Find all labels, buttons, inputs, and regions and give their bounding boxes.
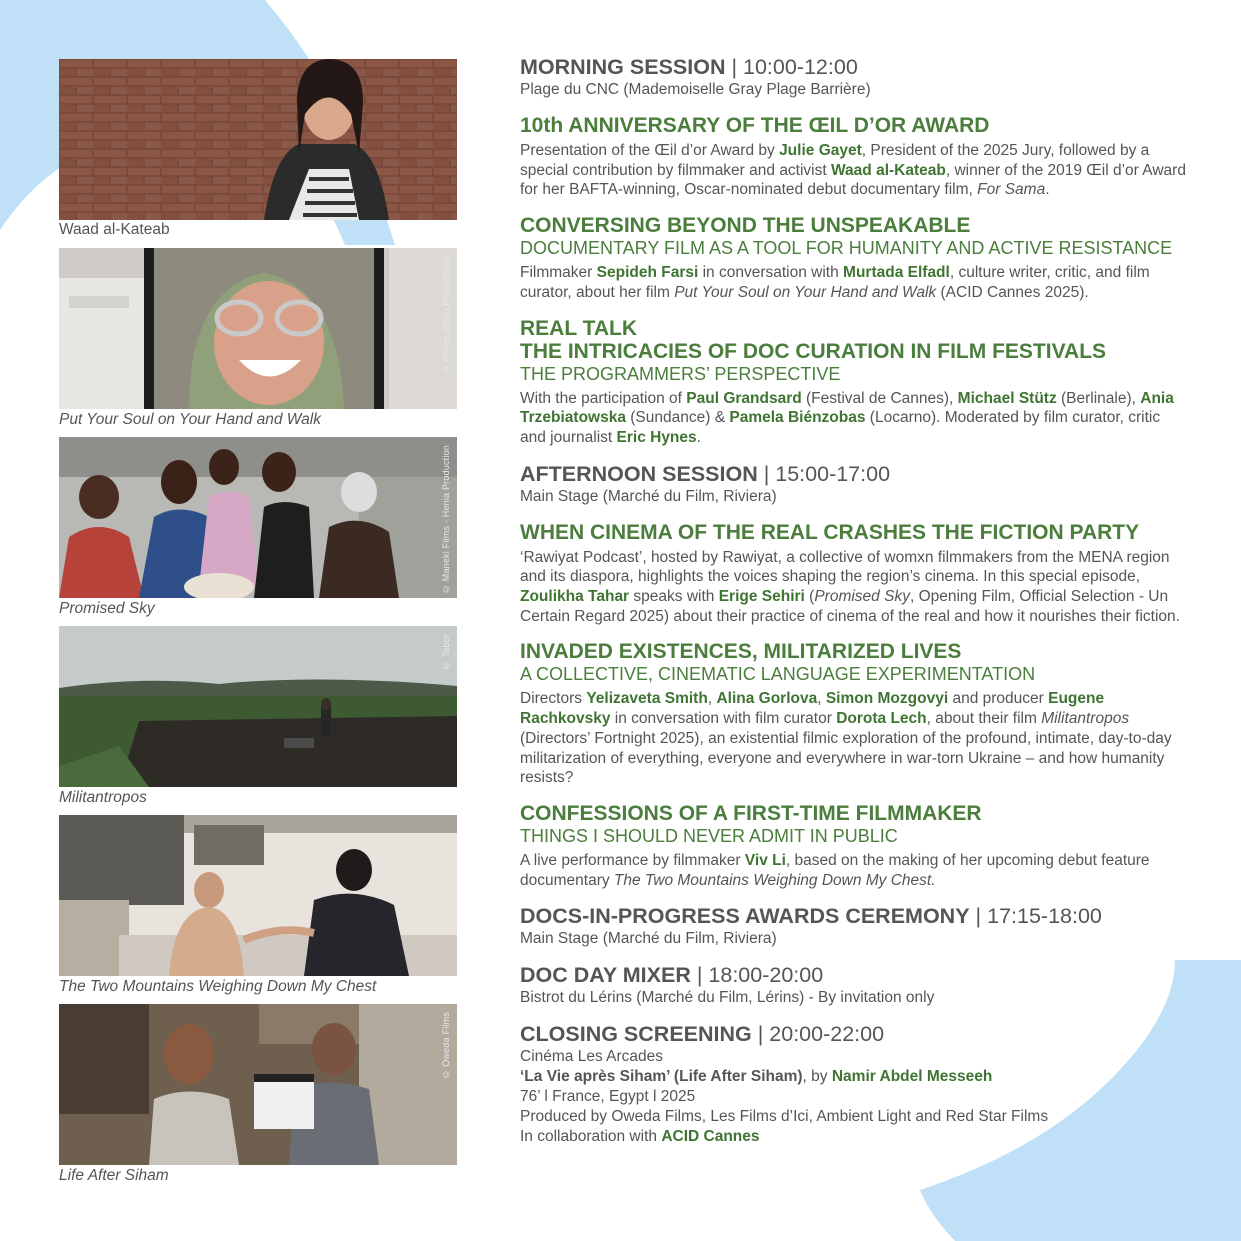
event-subtitle: DOCUMENTARY FILM AS A TOOL FOR HUMANITY AND ACTIVE RESISTANCE xyxy=(520,238,1173,259)
caption-put-your-soul: Put Your Soul on Your Hand and Walk xyxy=(59,411,321,428)
photo-credit: © Rêves d'Eau Productions xyxy=(441,256,451,375)
event-title: WHEN CINEMA OF THE REAL CRASHES THE FICTION PARTY xyxy=(520,520,1140,544)
caption-promised-sky: Promised Sky xyxy=(59,600,155,617)
event-description: Presentation of the Œil d’or Award by Julie Gayet, President of the 2025 Jury, followed by a special contribution by filmmaker and activist Waad al-Kateab, winner of the 2019 Œil d’or Award for her BAFTA-winning, Oscar-nominated debut documentary film, For Sama. xyxy=(520,142,1186,199)
session-time: | 10:00-12:00 xyxy=(731,55,858,79)
session-label: DOCS-IN-PROGRESS AWARDS CEREMONY xyxy=(520,904,970,929)
afternoon-session xyxy=(520,462,1188,507)
morning-session xyxy=(520,55,1188,100)
event-subtitle: THINGS I SHOULD NEVER ADMIT IN PUBLIC xyxy=(520,825,898,846)
mixer-session xyxy=(520,963,1188,1008)
closing-film: ‘La Vie après Siham’ (Life After Siham), by Namir Abdel Messeeh xyxy=(520,1068,993,1086)
session-label: MORNING SESSION xyxy=(520,55,726,79)
photo-life-after-siham xyxy=(59,1004,457,1165)
session-label: CLOSING SCREENING xyxy=(520,1022,752,1047)
session-label: DOC DAY MIXER xyxy=(520,963,691,988)
closing-details: 76’ l France, Egypt l 2025 xyxy=(520,1088,696,1106)
event-invaded-existences xyxy=(520,640,1188,788)
caption-waad-al-kateab: Waad al-Kateab xyxy=(59,221,170,238)
event-title: 10th ANNIVERSARY OF THE ŒIL D’OR AWARD xyxy=(520,114,990,137)
event-description: Directors Yelizaveta Smith, Alina Gorlova, Simon Mozgovyi and producer Eugene Rachkovsky in conversation with film curator Dorota Lech, about their film Militantropos (Directors’ Fortnight 2025), an existential filmic exploration of the profound, intimate, day-to-day militarization of everything, everyone and everywhere in war-torn Ukraine – and how humanity resists? xyxy=(520,690,1172,787)
photo-militantropos xyxy=(59,626,457,787)
session-time: | 15:00-17:00 xyxy=(763,461,891,486)
event-title: INVADED EXISTENCES, MILITARIZED LIVES xyxy=(520,640,962,664)
event-description: Filmmaker Sepideh Farsi in conversation with Murtada Elfadl, culture writer, critic, and film curator, about her film Put Your Soul on Your Hand and Walk (ACID Cannes 2025). xyxy=(520,264,1150,301)
event-title: REAL TALK xyxy=(520,316,638,340)
event-title: CONVERSING BEYOND THE UNSPEAKABLE xyxy=(520,214,971,238)
program-column xyxy=(520,55,1188,1147)
event-subtitle: A COLLECTIVE, CINEMATIC LANGUAGE EXPERIMENTATION xyxy=(520,664,1036,685)
awards-session xyxy=(520,904,1188,949)
closing-producers: Produced by Oweda Films, Les Films d’Ici, Ambient Light and Red Star Films xyxy=(520,1108,1049,1126)
caption-two-mountains: The Two Mountains Weighing Down My Chest xyxy=(59,978,377,995)
event-confessions xyxy=(520,802,1188,890)
session-location: Plage du CNC (Mademoiselle Gray Plage Barrière) xyxy=(520,81,871,98)
session-time: | 17:15-18:00 xyxy=(975,904,1102,929)
session-location: Main Stage (Marché du Film, Riviera) xyxy=(520,487,777,505)
session-label: AFTERNOON SESSION xyxy=(520,461,758,486)
caption-life-after-siham: Life After Siham xyxy=(59,1167,169,1184)
closing-session xyxy=(520,1022,1188,1147)
closing-venue: Cinéma Les Arcades xyxy=(520,1048,664,1066)
event-real-talk xyxy=(520,317,1188,448)
event-description: ‘Rawiyat Podcast’, hosted by Rawiyat, a collective of womxn filmmakers from the MENA region and its diaspora, highlights the voices shaping the region’s cinema. In this special episode, Zoulikha Tahar speaks with Erige Sehiri (Promised Sky, Opening Film, Official Selection - Un Certain Regard 2025) about their practice of cinema of the real and how it nourishes their fiction. xyxy=(520,548,1180,625)
photo-credit: © Oweda Films xyxy=(441,1012,451,1080)
session-location: Main Stage (Marché du Film, Riviera) xyxy=(520,930,777,948)
caption-militantropos: Militantropos xyxy=(59,789,147,806)
event-cinema-of-the-real xyxy=(520,521,1188,627)
event-description: With the participation of Paul Grandsard (Festival de Cannes), Michael Stütz (Berlinale), Ania Trzebiatowska (Sundance) & Pamela Biénzobas (Locarno). Moderated by film curator, critic and journalist Eric Hynes. xyxy=(520,389,1174,446)
photo-credit: © Maneki Films - Henia Production xyxy=(441,445,451,595)
event-title-line2: THE INTRICACIES OF DOC CURATION IN FILM FESTIVALS xyxy=(520,339,1107,363)
event-oeil-dor xyxy=(520,114,1188,200)
photo-two-mountains xyxy=(59,815,457,976)
closing-collaboration: In collaboration with ACID Cannes xyxy=(520,1128,760,1146)
session-time: | 20:00-22:00 xyxy=(757,1022,885,1047)
photo-credit: © Tabor xyxy=(441,634,451,671)
photo-put-your-soul xyxy=(59,248,457,409)
session-time: | 18:00-20:00 xyxy=(696,963,824,988)
event-description: A live performance by filmmaker Viv Li, based on the making of her upcoming debut feature documentary The Two Mountains Weighing Down My Chest. xyxy=(520,851,1150,889)
event-conversing xyxy=(520,214,1188,302)
event-subtitle: THE PROGRAMMERS’ PERSPECTIVE xyxy=(520,363,841,384)
session-location: Bistrot du Lérins (Marché du Film, Lérins) - By invitation only xyxy=(520,989,935,1007)
photo-promised-sky xyxy=(59,437,457,598)
event-title: CONFESSIONS OF A FIRST-TIME FILMMAKER xyxy=(520,801,982,825)
photo-waad-al-kateab xyxy=(59,59,457,220)
